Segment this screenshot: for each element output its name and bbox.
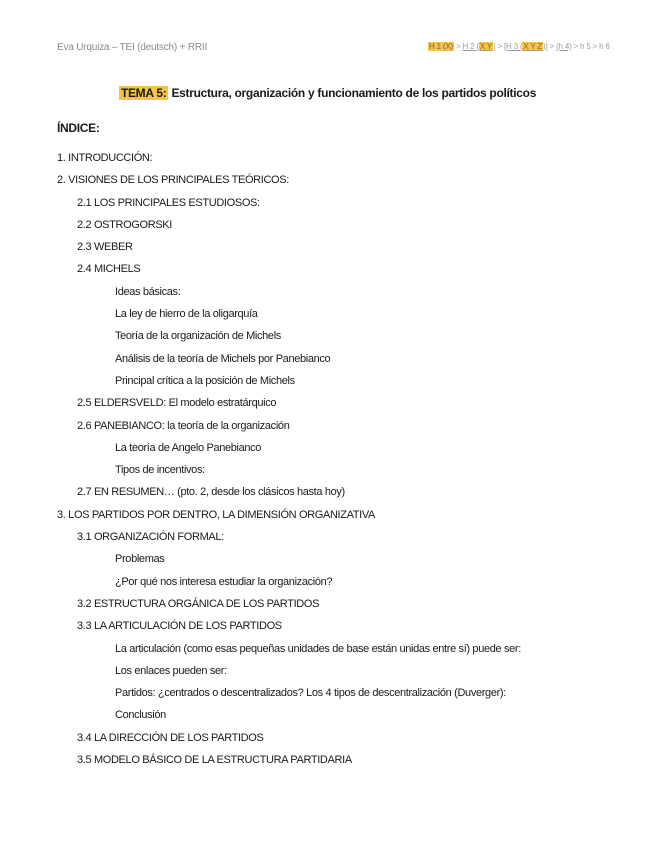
toc-entry[interactable]: Los enlaces pueden ser: — [115, 664, 227, 677]
legend-h6: h 6 — [599, 42, 610, 51]
toc-entry[interactable]: 2.1 LOS PRINCIPALES ESTUDIOSOS: — [77, 196, 260, 209]
toc-entry[interactable]: La teoría de Angelo Panebianco — [115, 441, 262, 454]
toc-entry[interactable]: 2.7 EN RESUMEN… (pto. 2, desde los clásicos hasta hoy) — [77, 486, 345, 499]
toc-entry[interactable]: La articulación (como esas pequeñas unidades de base están unidas entre sí) puede ser: — [115, 642, 521, 655]
legend-h1: H 1 (X) — [429, 42, 453, 51]
title-text: Estructura, organización y funcionamiento de los partidos políticos — [168, 86, 537, 100]
toc-entry[interactable]: 2.3 WEBER — [77, 241, 133, 254]
legend-h2: H 2 (X Y) — [462, 42, 496, 51]
toc-entry[interactable]: Principal crítica a la posición de Michels — [115, 374, 295, 387]
page-header-author: Eva Urquiza – TEI (deutsch) + RRII — [57, 42, 208, 53]
toc-entry[interactable]: 3. LOS PARTIDOS POR DENTRO, LA DIMENSIÓN ORGANIZATIVA — [57, 508, 376, 521]
toc-entry[interactable]: Ideas básicas: — [115, 285, 181, 298]
toc-entry[interactable]: 2.6 PANEBIANCO: la teoría de la organización — [77, 419, 290, 432]
toc-entry[interactable]: 2.4 MICHELS — [77, 263, 141, 276]
title-prefix: TEMA 5: — [120, 86, 167, 100]
index-heading: ÍNDICE: — [57, 121, 100, 135]
toc-entry[interactable]: 3.2 ESTRUCTURA ORGÁNICA DE LOS PARTIDOS — [77, 597, 320, 610]
toc-entry[interactable]: 3.5 MODELO BÁSICO DE LA ESTRUCTURA PARTIDARIA — [77, 754, 352, 767]
toc-entry[interactable]: 3.3 LA ARTICULACIÓN DE LOS PARTIDOS — [77, 620, 282, 633]
legend-separator: > — [590, 42, 600, 51]
toc-entry[interactable]: La ley de hierro de la oligarquía — [115, 308, 258, 321]
toc-entry[interactable]: Análisis de la teoría de Michels por Panebianco — [115, 352, 331, 365]
legend-separator: > — [495, 42, 504, 51]
toc-entry[interactable]: 3.1 ORGANIZACIÓN FORMAL: — [77, 531, 224, 544]
toc-entry[interactable]: 1. INTRODUCCIÓN: — [57, 152, 153, 164]
toc-entry[interactable]: Tipos de incentivos: — [115, 464, 205, 477]
toc-entry[interactable]: 2.5 ELDERSVELD: El modelo estratárquico — [77, 397, 277, 410]
legend-h3: [H 3 (X Y Z)] — [503, 42, 548, 51]
toc-entry[interactable]: 3.4 LA DIRECCIÓN DE LOS PARTIDOS — [77, 731, 264, 744]
toc-entry[interactable]: 2. VISIONES DE LOS PRINCIPALES TEÓRICOS: — [57, 174, 289, 187]
legend-h4: (h 4) — [556, 42, 572, 51]
toc-entry[interactable]: Teoría de la organización de Michels — [115, 330, 281, 343]
toc-entry[interactable]: Conclusión — [115, 709, 166, 722]
toc-entry[interactable]: ¿Por qué nos interesa estudiar la organización? — [115, 575, 333, 588]
document-title — [0, 86, 655, 100]
toc-entry[interactable]: Problemas — [115, 553, 165, 566]
legend-h5: h 5 — [580, 42, 591, 51]
heading-levels-legend — [428, 42, 610, 51]
toc-entry[interactable]: 2.2 OSTROGORSKI — [77, 218, 172, 231]
table-of-contents — [0, 150, 655, 774]
legend-separator: > — [453, 42, 463, 51]
legend-separator: > — [571, 42, 581, 51]
toc-entry[interactable]: Partidos: ¿centrados o descentralizados? Los 4 tipos de descentralización (Duverger): — [115, 687, 506, 700]
legend-separator: > — [547, 42, 557, 51]
